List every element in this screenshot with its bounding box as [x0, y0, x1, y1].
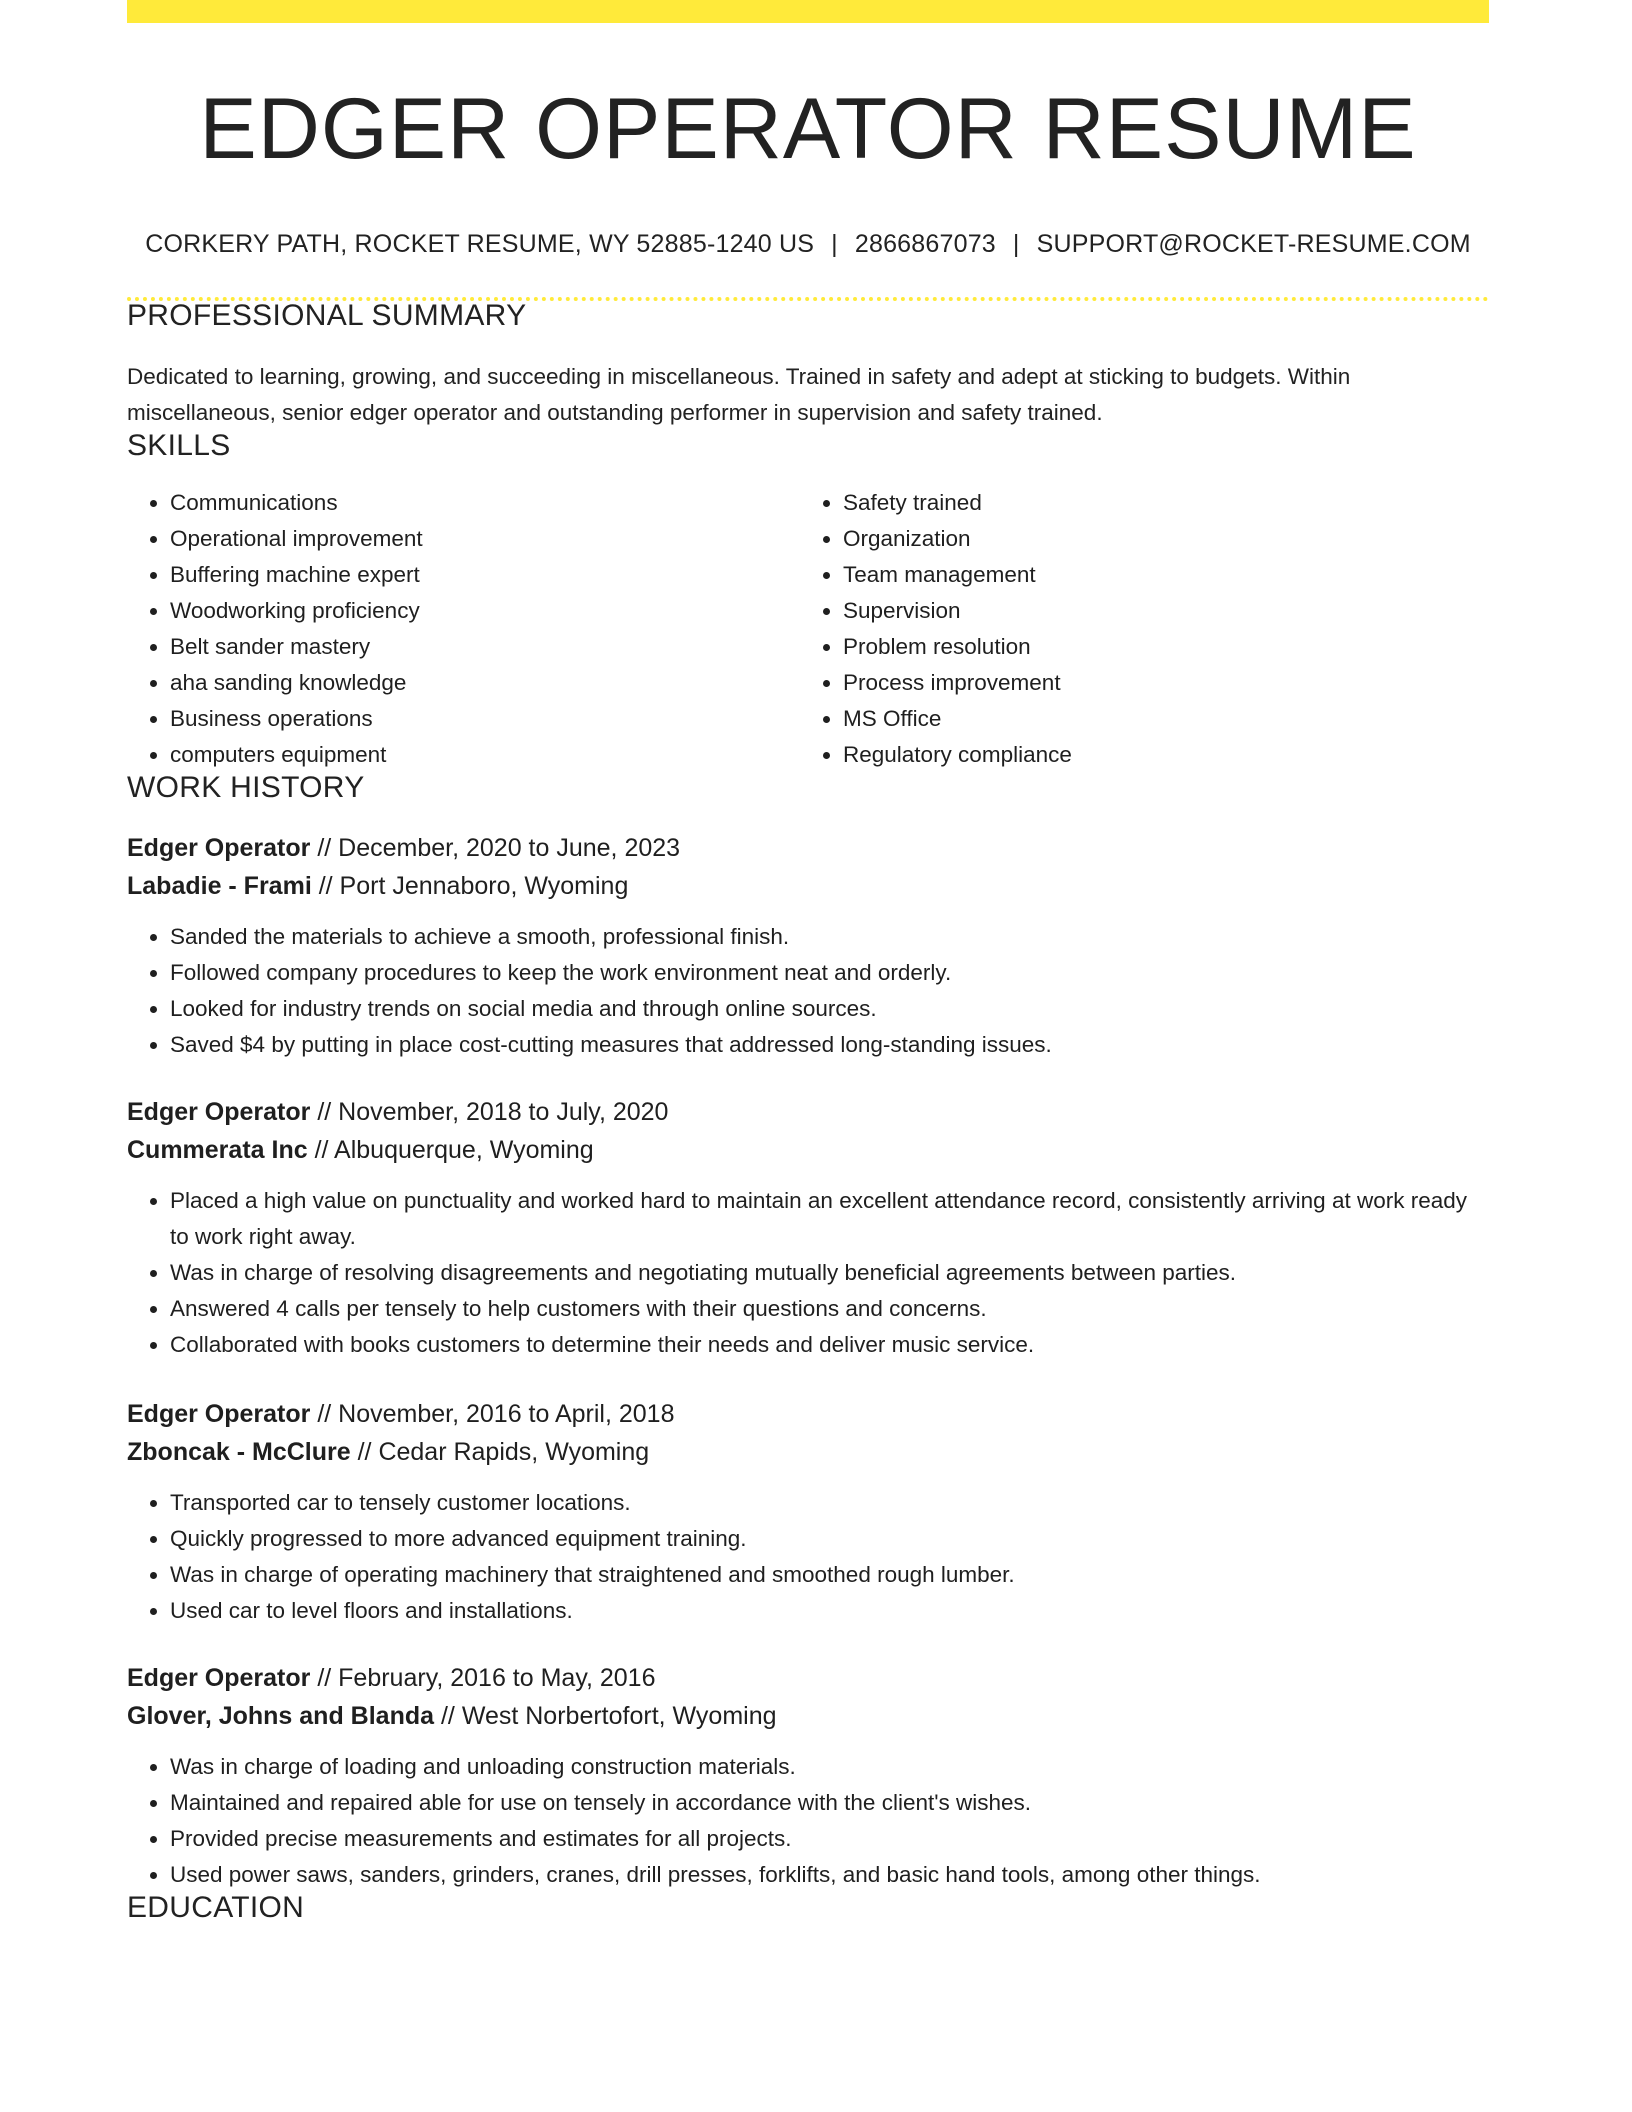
skill-item: • Operational improvement — [170, 521, 800, 557]
skill-item: • Belt sander mastery — [170, 629, 800, 665]
job-bullet: • Answered 4 calls per tensely to help customers with their questions and concerns. — [170, 1291, 1489, 1327]
job-company: Labadie - Frami — [127, 872, 312, 900]
job-dates: // February, 2016 to May, 2016 — [310, 1664, 656, 1692]
job-bullet: • Followed company procedures to keep the work environment neat and orderly. — [170, 955, 1489, 991]
job-entry — [127, 1659, 1489, 1893]
job-company: Cummerata Inc — [127, 1136, 308, 1164]
job-bullet: • Provided precise measurements and estimates for all projects. — [170, 1821, 1489, 1857]
job-entry — [127, 1395, 1489, 1629]
job-dates: // December, 2020 to June, 2023 — [310, 834, 681, 862]
skill-item: • computers equipment — [170, 737, 800, 773]
job-company-line — [127, 867, 1489, 905]
job-bullets — [127, 1183, 1489, 1363]
job-bullet: • Sanded the materials to achieve a smooth, professional finish. — [170, 919, 1489, 955]
skill-item: • Regulatory compliance — [843, 737, 1473, 773]
job-bullet: • Was in charge of operating machinery that straightened and smoothed rough lumber. — [170, 1557, 1489, 1593]
skill-item: • Buffering machine expert — [170, 557, 800, 593]
job-title-line — [127, 1093, 1489, 1131]
skill-item: • aha sanding knowledge — [170, 665, 800, 701]
job-bullet: • Was in charge of loading and unloading construction materials. — [170, 1749, 1489, 1785]
skill-item: • Safety trained — [843, 485, 1473, 521]
accent-bar — [127, 0, 1489, 23]
job-bullet: • Placed a high value on punctuality and worked hard to maintain an excellent attendance record, consistently arriving at work ready to work right away. — [170, 1183, 1489, 1255]
job-location: // Port Jennaboro, Wyoming — [311, 872, 629, 900]
job-location: // Cedar Rapids, Wyoming — [350, 1438, 650, 1466]
skill-item: • Team management — [843, 557, 1473, 593]
summary-text: Dedicated to learning, growing, and succeeding in miscellaneous. Trained in safety and adept at sticking to budgets. Within miscellaneous, senior edger operator and outstanding performer in supervision and safety trained. — [127, 364, 1351, 425]
job-bullets — [127, 1749, 1489, 1893]
summary-heading: PROFESSIONAL SUMMARY — [127, 299, 527, 332]
skill-item: • Organization — [843, 521, 1473, 557]
skill-item: • Communications — [170, 485, 800, 521]
job-bullet: • Looked for industry trends on social media and through online sources. — [170, 991, 1489, 1027]
skill-item: • MS Office — [843, 701, 1473, 737]
job-title-line — [127, 829, 1489, 867]
job-company: Glover, Johns and Blanda — [127, 1702, 435, 1730]
contact-separator: | — [1012, 230, 1020, 258]
resume-page — [127, 0, 1489, 1923]
job-company-line — [127, 1131, 1489, 1169]
skill-item: • Supervision — [843, 593, 1473, 629]
job-title-line — [127, 1659, 1489, 1697]
job-bullet: • Used car to level floors and installations. — [170, 1593, 1489, 1629]
job-bullet: • Maintained and repaired able for use on tensely in accordance with the client's wishes. — [170, 1785, 1489, 1821]
job-dates: // November, 2016 to April, 2018 — [310, 1400, 675, 1428]
contact-line — [127, 232, 1489, 257]
job-title: Edger Operator — [127, 834, 311, 862]
skill-item: • Problem resolution — [843, 629, 1473, 665]
job-company-line — [127, 1697, 1489, 1735]
job-bullet: • Transported car to tensely customer locations. — [170, 1485, 1489, 1521]
skills-list — [127, 485, 1489, 773]
skill-item: • Process improvement — [843, 665, 1473, 701]
job-dates: // November, 2018 to July, 2020 — [310, 1098, 669, 1126]
education-heading: EDUCATION — [127, 1891, 305, 1924]
job-bullet: • Used power saws, sanders, grinders, cranes, drill presses, forklifts, and basic hand tools, among other things. — [170, 1857, 1489, 1893]
contact-separator: | — [831, 230, 838, 258]
job-bullet: • Quickly progressed to more advanced equipment training. — [170, 1521, 1489, 1557]
job-title: Edger Operator — [127, 1400, 311, 1428]
resume-title: EDGER OPERATOR RESUME — [199, 81, 1417, 177]
job-location: // Albuquerque, Wyoming — [307, 1136, 594, 1164]
skills-column-right — [800, 485, 1473, 773]
job-company-line — [127, 1433, 1489, 1471]
job-title-line — [127, 1395, 1489, 1433]
job-company: Zboncak - McClure — [127, 1438, 351, 1466]
contact-email[interactable]: SUPPORT@ROCKET-RESUME.COM — [1036, 230, 1471, 258]
work-history-heading: WORK HISTORY — [127, 771, 365, 804]
job-bullets — [127, 919, 1489, 1063]
job-bullet: • Was in charge of resolving disagreements and negotiating mutually beneficial agreements between parties. — [170, 1255, 1489, 1291]
job-bullets — [127, 1485, 1489, 1629]
job-entry — [127, 829, 1489, 1063]
contact-address: CORKERY PATH, ROCKET RESUME, WY 52885-1240 US — [145, 230, 815, 258]
job-title: Edger Operator — [127, 1098, 311, 1126]
skill-item: • Business operations — [170, 701, 800, 737]
skills-heading: SKILLS — [127, 429, 231, 462]
job-title: Edger Operator — [127, 1664, 311, 1692]
job-bullet: • Collaborated with books customers to determine their needs and deliver music service. — [170, 1327, 1489, 1363]
skill-item: • Woodworking proficiency — [170, 593, 800, 629]
contact-phone: 2866867073 — [854, 230, 996, 258]
skills-column-left — [127, 485, 800, 773]
job-bullet: • Saved $4 by putting in place cost-cutting measures that addressed long-standing issues. — [170, 1027, 1489, 1063]
job-entry — [127, 1093, 1489, 1363]
job-location: // West Norbertofort, Wyoming — [434, 1702, 777, 1730]
